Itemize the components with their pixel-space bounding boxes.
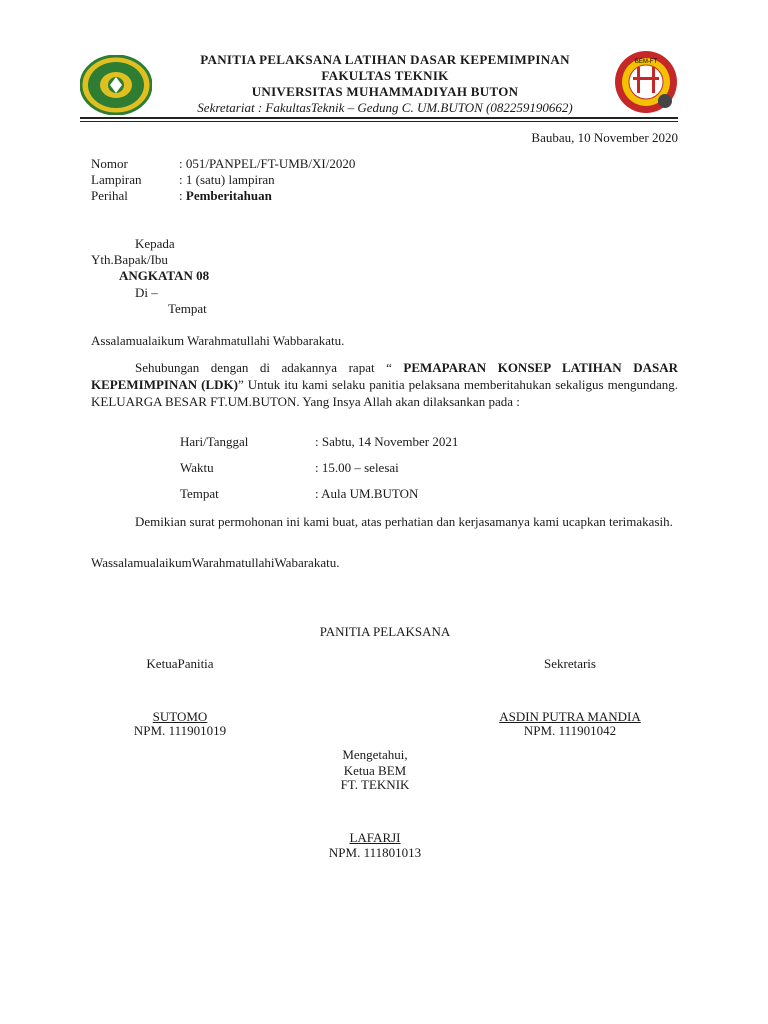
lampiran-value: : 1 (satu) lampiran [179,172,275,187]
perihal-value: : Pemberitahuan [179,188,272,203]
bem-faculty: FT. TEKNIK [340,777,410,792]
chair-npm: NPM. 111901019 [133,723,227,738]
acknowledge-label: Mengetahui, [342,747,408,762]
schedule-time-label: Waktu [180,460,214,475]
header-university: UNIVERSITAS MUHAMMADIYAH BUTON [251,84,519,99]
address-kepada: Kepada [135,236,175,251]
address-yth: Yth.Bapak/Ibu [91,252,168,267]
address-di: Di – [135,285,158,300]
bem-title: Ketua BEM [343,763,407,778]
nomor-value: : 051/PANPEL/FT-UMB/XI/2020 [179,156,356,171]
schedule-place-value: : Aula UM.BUTON [315,486,419,501]
chair-title: KetuaPanitia [146,656,214,671]
greeting: Assalamualaikum Warahmatullahi Wabbarakatu. [91,333,345,348]
header-rule-thick [80,117,678,119]
address-tempat: Tempat [168,301,207,316]
schedule-day-label: Hari/Tanggal [180,434,249,449]
farewell: WassalamualaikumWarahmatullahiWabarakatu. [91,555,340,570]
secretary-name: ASDIN PUTRA MANDIA [499,709,641,724]
perihal-label: Perihal [91,188,128,203]
secretary-npm: NPM. 111901042 [523,723,617,738]
nomor-label: Nomor [91,156,128,171]
university-logo [80,55,152,115]
body-paragraph: Sehubungan dengan di adakannya rapat “ PEMAPARAN KONSEP LATIHAN DASAR KEPEMIMPINAN (LDK)” Untuk itu kami selaku panitia pelaksana memberitahukan sekaligus mengundang. KELUARGA BESAR FT.UM.BUTON. Yang Insya Allah akan dilaksankan pada : [91,360,678,409]
schedule-time-value: : 15.00 – selesai [315,460,399,475]
header-committee: PANITIA PELAKSANA LATIHAN DASAR KEPEMIMPINAN [200,52,570,67]
bem-name: LAFARJI [349,830,401,845]
schedule-day-value: : Sabtu, 14 November 2021 [315,434,459,449]
schedule-place-label: Tempat [180,486,219,501]
lampiran-label: Lampiran [91,172,142,187]
chair-name: SUTOMO [152,709,208,724]
secretary-title: Sekretaris [544,656,596,671]
bem-ft-label: BEM-FT [634,59,658,65]
place-date: Baubau, 10 November 2020 [531,130,678,145]
bem-npm: NPM. 111801013 [328,845,422,860]
address-recipient: ANGKATAN 08 [119,268,210,283]
bem-ft-logo [613,47,679,117]
header-secretariat: Sekretariat : FakultasTeknik – Gedung C. UM.BUTON (082259190662) [197,100,573,115]
header-faculty: FAKULTAS TEKNIK [321,68,449,83]
committee-heading: PANITIA PELAKSANA [319,624,451,639]
header-rule-thin [80,121,678,122]
closing-paragraph: Demikian surat permohonan ini kami buat, atas perhatian dan kerjasamanya kami ucapkan terimakasih. [135,514,673,529]
